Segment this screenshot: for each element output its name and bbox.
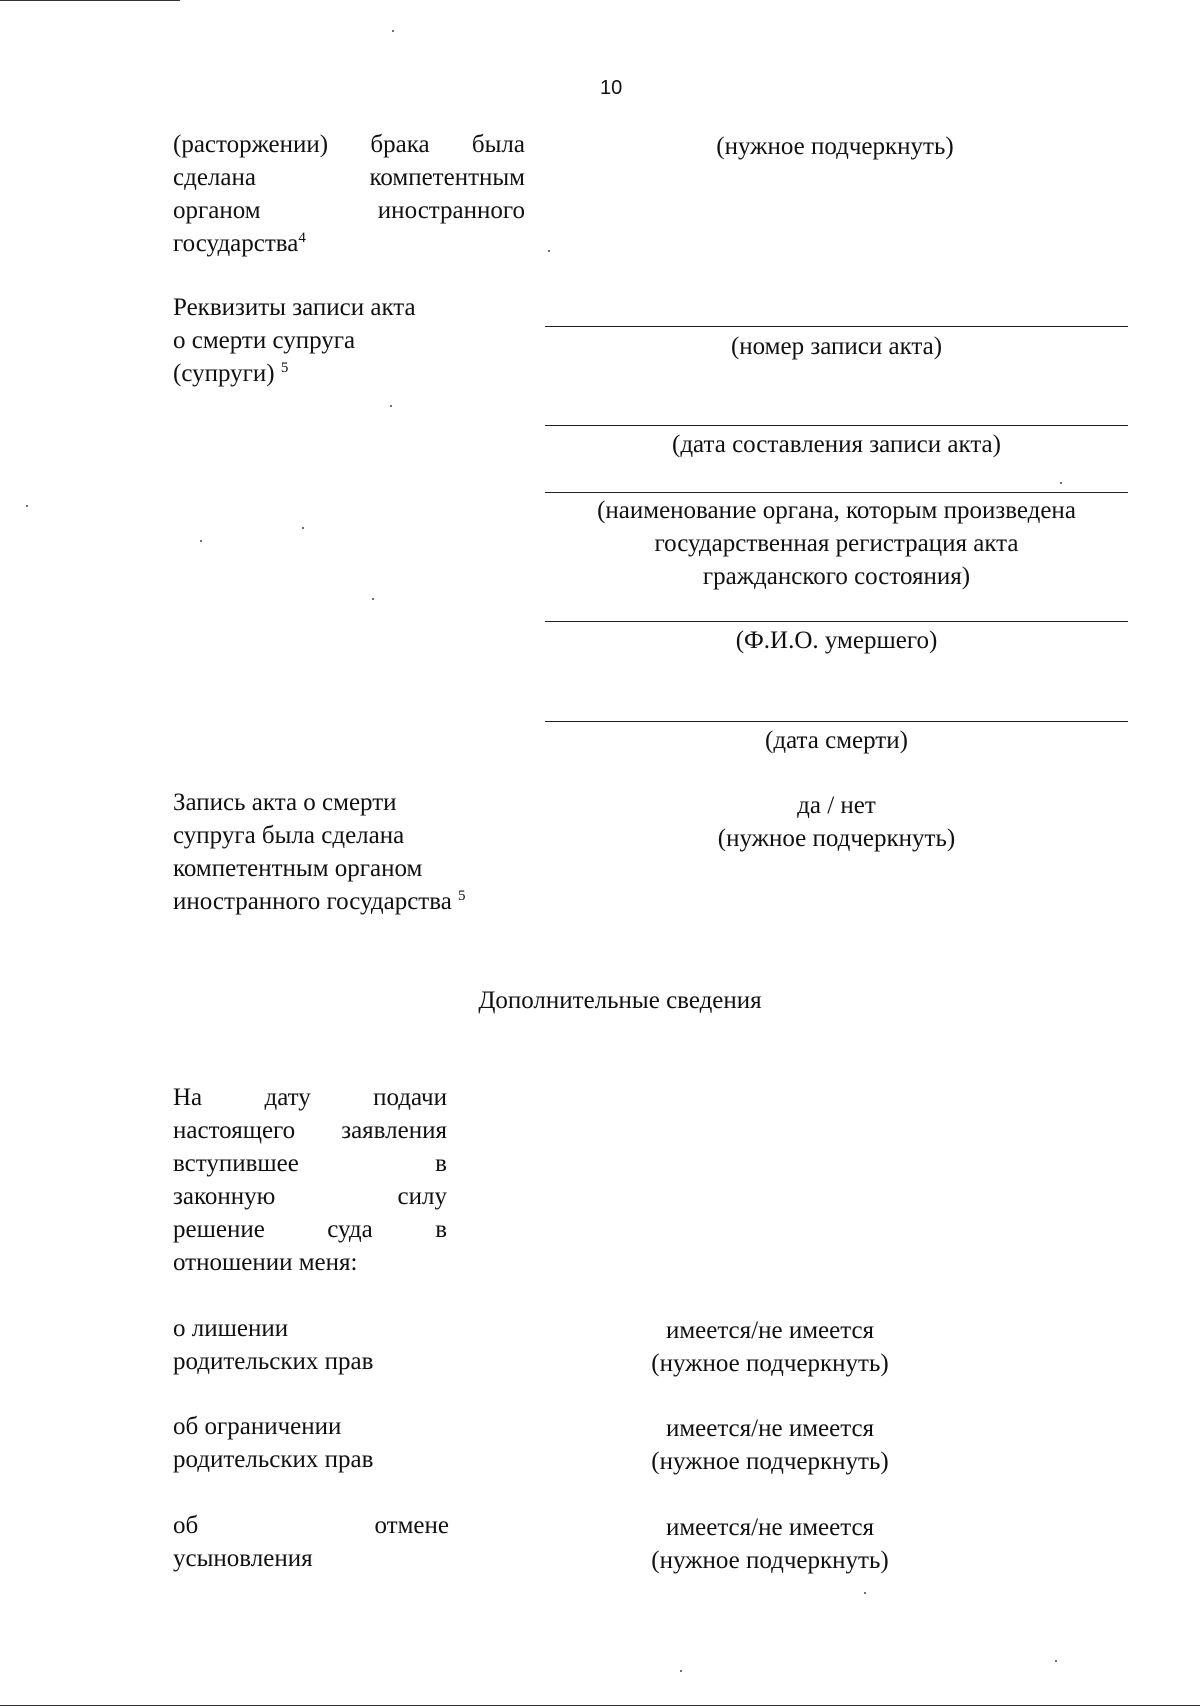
- choice-hint: (нужное подчеркнуть): [717, 825, 956, 852]
- registration-authority-line[interactable]: [545, 492, 1128, 493]
- death-record-label: [173, 291, 513, 390]
- scan-speck: [302, 527, 304, 529]
- scan-speck: [548, 250, 550, 252]
- record-number-caption: (номер записи акта): [730, 333, 943, 360]
- intro-line: настоящего заявления: [173, 1117, 447, 1144]
- label-line: о лишении: [173, 1315, 289, 1342]
- registration-authority-caption: [545, 494, 1128, 593]
- deprivation-rights-label: [173, 1312, 473, 1378]
- label-line: супруга была сделана: [173, 822, 405, 849]
- footnote-mark: 4: [298, 230, 306, 246]
- footnote-mark: 5: [280, 360, 289, 376]
- label-line: о смерти супруга: [173, 327, 356, 354]
- choice-hint: (нужное подчеркнуть): [651, 1448, 889, 1475]
- label-line: Запись акта о смерти: [173, 789, 397, 816]
- label-line: Реквизиты записи акта: [173, 294, 416, 321]
- label-line: об отмене: [173, 1512, 449, 1539]
- choice-hint: (нужное подчеркнуть): [651, 1547, 889, 1574]
- death-date-caption: (дата смерти): [765, 727, 908, 754]
- scan-speck: [1055, 1660, 1057, 1662]
- label-line: усыновления: [173, 1545, 313, 1572]
- scan-speck: [200, 540, 202, 542]
- intro-line: отношении меня:: [173, 1249, 358, 1276]
- record-date-line[interactable]: [545, 425, 1128, 426]
- label-line: родительских прав: [173, 1446, 374, 1473]
- intro-line: законную силу: [173, 1183, 447, 1210]
- label-line: (супруги) $^5$: [173, 360, 289, 387]
- intro-line: решение суда в: [173, 1216, 447, 1243]
- caption-line: (наименование органа, которым произведена: [597, 497, 1076, 524]
- footnote-mark: 5: [458, 888, 466, 904]
- scan-speck: [1060, 482, 1062, 484]
- foreign-death-record-answer: [545, 789, 1128, 855]
- label-line: об ограничении: [173, 1413, 342, 1440]
- page-number: 10: [600, 77, 623, 99]
- choice-hint: (нужное подчеркнуть): [651, 1350, 889, 1377]
- label-line: (расторжении) брака была: [173, 131, 525, 158]
- intro-line: вступившее в: [173, 1150, 447, 1177]
- scan-speck: [390, 405, 392, 407]
- label-line: родительских прав: [173, 1348, 374, 1375]
- deceased-name-line[interactable]: [545, 621, 1128, 622]
- has-not-has-options[interactable]: имеется/не имеется: [665, 1415, 875, 1442]
- deceased-name-caption: (Ф.И.О. умершего): [735, 627, 938, 654]
- marriage-foreign-hint: (нужное подчеркнуть): [716, 133, 954, 160]
- caption-line: государственная регистрация акта: [654, 530, 1019, 557]
- additional-info-heading: Дополнительные сведения: [478, 987, 762, 1014]
- label-line: органом иностранного: [173, 197, 525, 224]
- label-line: компетентным органом: [173, 855, 423, 882]
- label-line: сделана компетентным: [173, 164, 525, 191]
- adoption-cancellation-label: [173, 1509, 449, 1575]
- restriction-rights-answer: [600, 1412, 940, 1478]
- foreign-death-record-label: [173, 786, 543, 918]
- scan-speck: [680, 1670, 682, 1672]
- caption-line: гражданского состояния): [702, 563, 971, 590]
- has-not-has-options[interactable]: имеется/не имеется: [665, 1317, 875, 1344]
- yes-no-options[interactable]: да / нет: [797, 792, 876, 819]
- has-not-has-options[interactable]: имеется/не имеется: [665, 1514, 875, 1541]
- intro-line: На дату подачи: [173, 1084, 447, 1111]
- record-number-line[interactable]: [545, 326, 1128, 327]
- scan-edge-top: [0, 0, 180, 1]
- restriction-rights-label: [173, 1410, 473, 1476]
- label-line: иностранного государства $^5$: [173, 888, 466, 915]
- marriage-foreign-label: [173, 128, 525, 260]
- scan-speck: [26, 505, 28, 507]
- death-date-line[interactable]: [545, 721, 1128, 722]
- record-date-caption: (дата составления записи акта): [672, 431, 1001, 458]
- scan-speck: [864, 1592, 866, 1594]
- adoption-cancellation-answer: [600, 1511, 940, 1577]
- scan-speck: [392, 30, 394, 32]
- court-decision-intro: [173, 1081, 447, 1279]
- label-line: государства$^4$: [173, 230, 306, 257]
- deprivation-rights-answer: [600, 1314, 940, 1380]
- scan-speck: [372, 598, 374, 600]
- scan-edge-bottom: [0, 1705, 1200, 1706]
